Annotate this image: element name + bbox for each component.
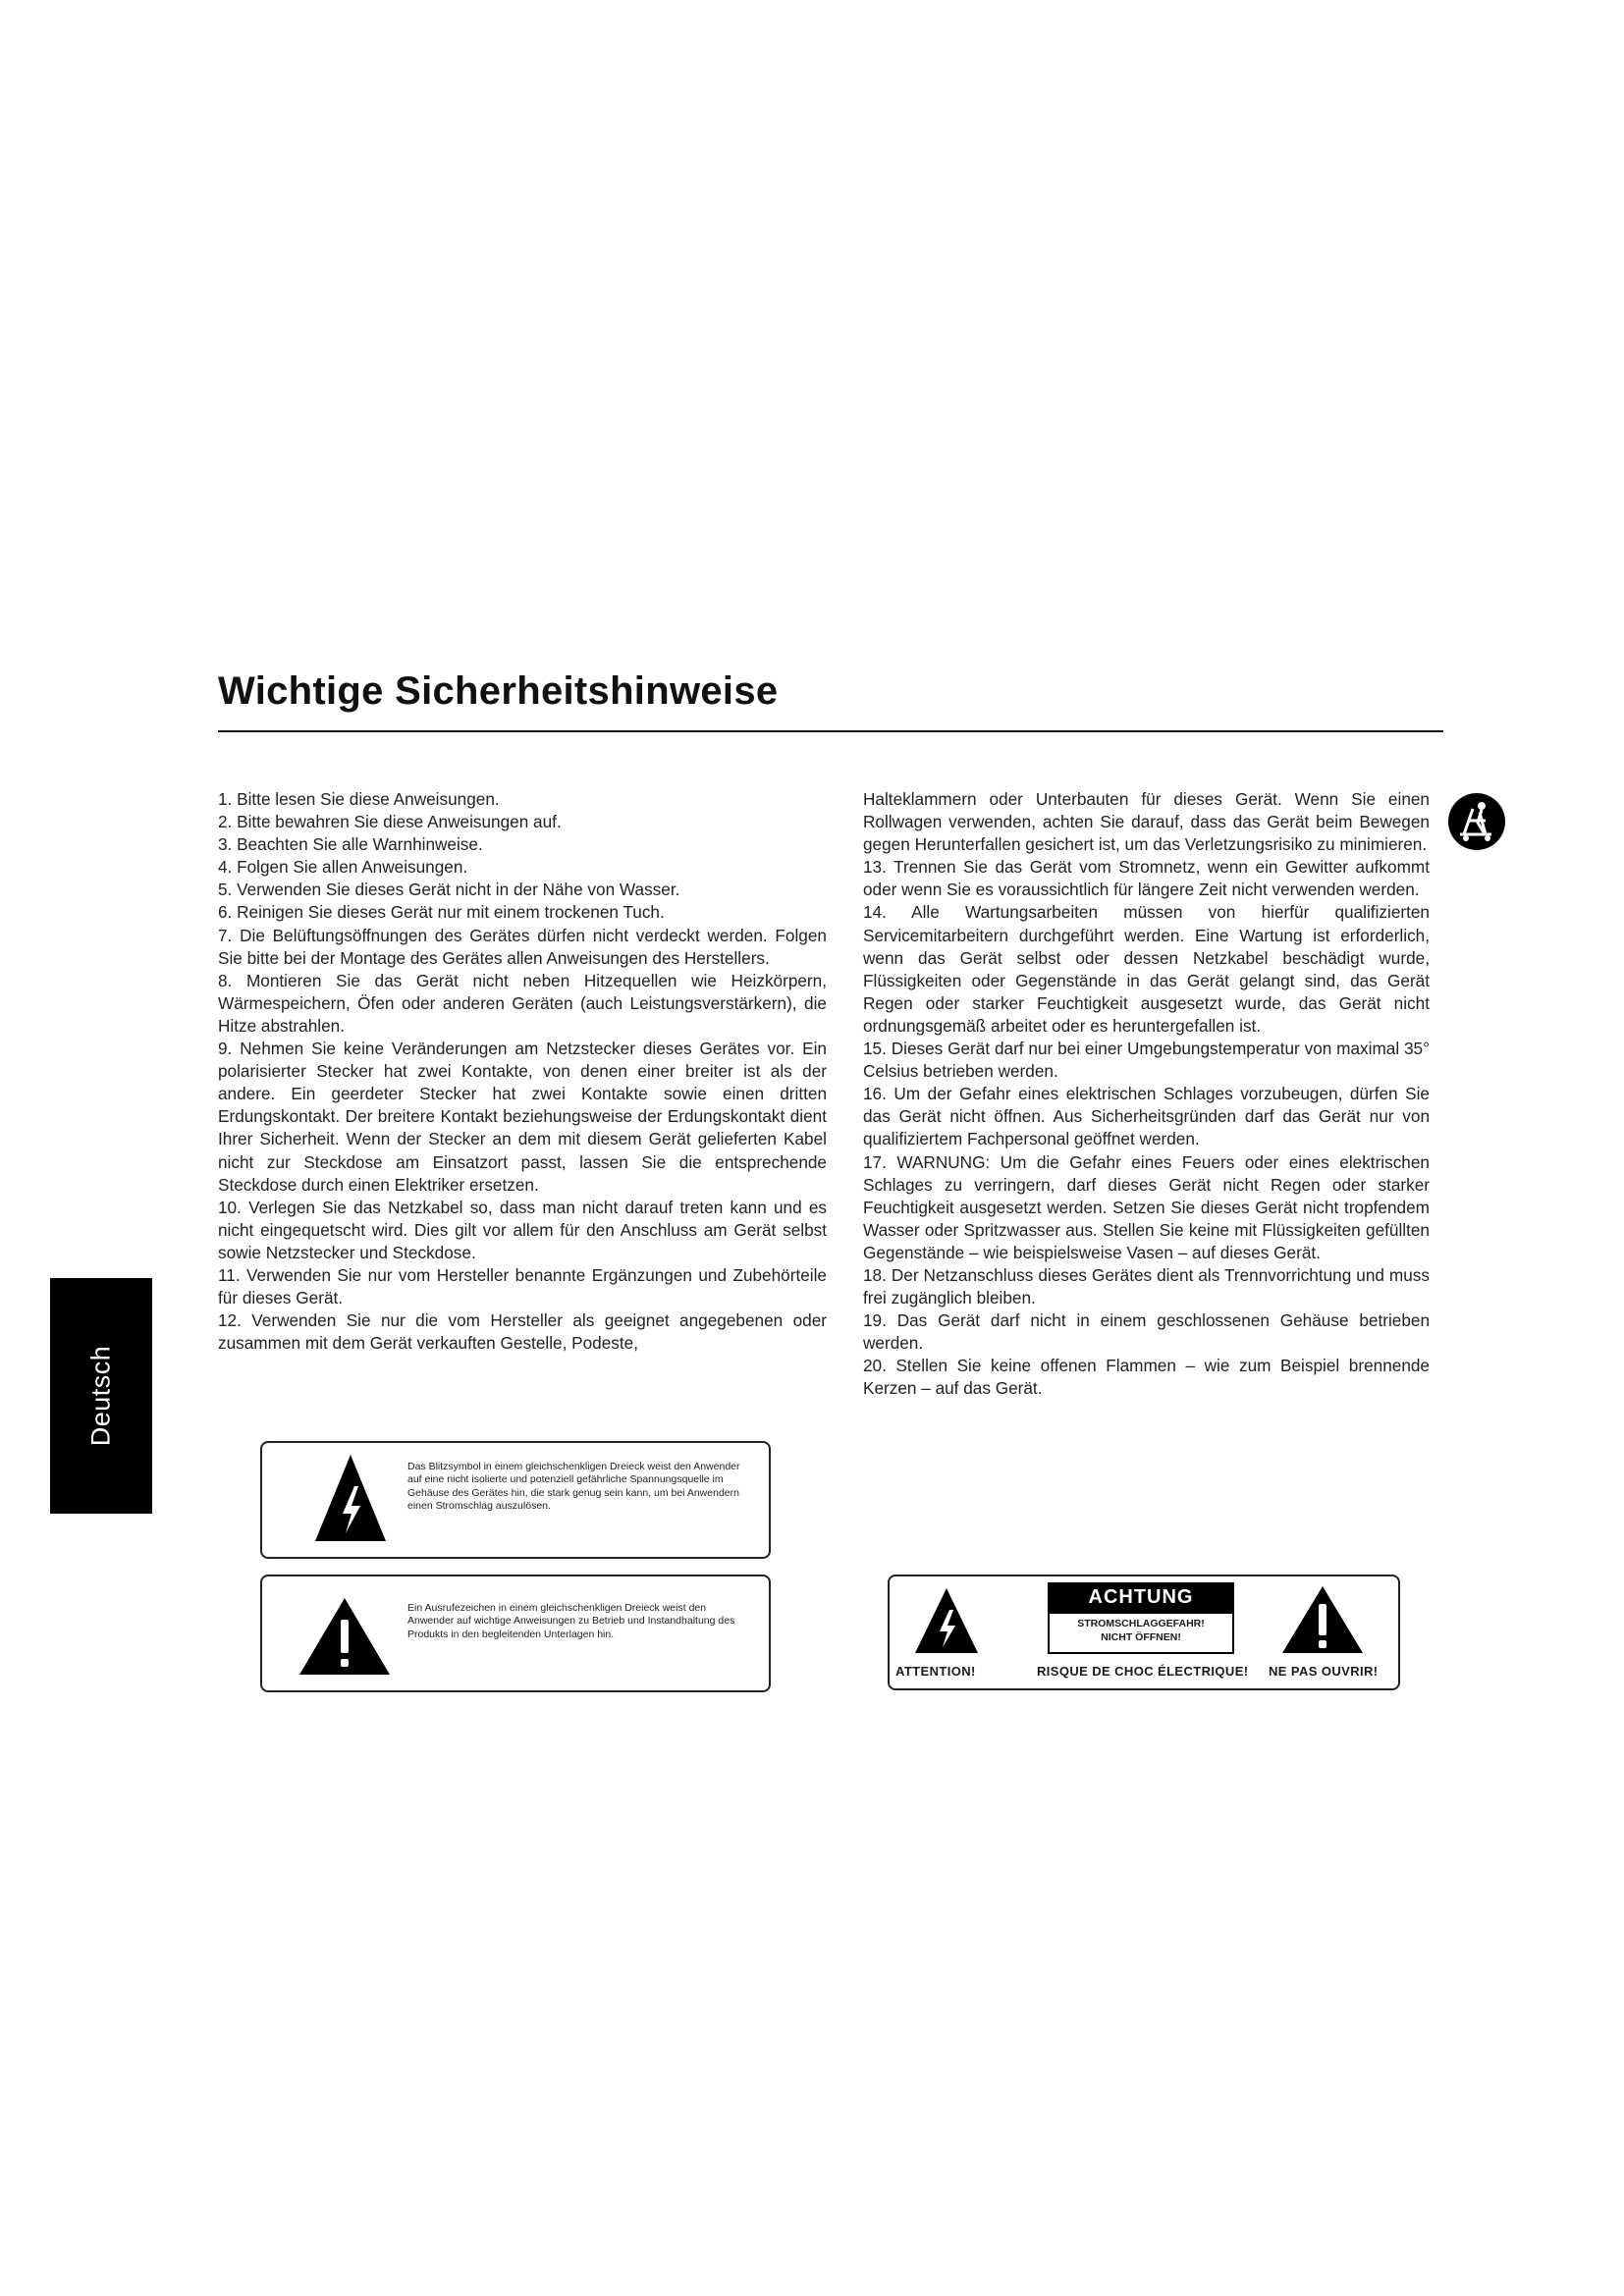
instruction-item: 2. Bitte bewahren Sie diese Anweisungen auf. — [218, 812, 562, 832]
instruction-item: 5. Verwenden Sie dieses Gerät nicht in der Nähe von Wasser. — [218, 880, 680, 900]
instruction-item: 12. Verwenden Sie nur die vom Hersteller als geeignet angegebenen oder zusammen mit dem Gerät verkauften Gestelle, Podeste, — [218, 1310, 827, 1354]
instruction-item: 16. Um der Gefahr eines elektrischen Schlages vorzubeugen, dürfen Sie das Gerät nicht öffnen. Aus Sicherheitsgründen darf das Gerät nur von qualifiziertem Fachpersonal geöffnet werden. — [863, 1084, 1430, 1149]
caution-strip-middle: RISQUE DE CHOC ÉLECTRIQUE! — [1037, 1664, 1249, 1679]
caution-strip-left: ATTENTION! — [895, 1664, 976, 1679]
instruction-item: Halteklammern oder Unterbauten für dieses Gerät. Wenn Sie einen Rollwagen verwenden, achten Sie darauf, dass das Gerät beim Bewegen gegen Herunterfallen gesichert ist, um das Verletzungsrisiko zu minimieren. — [863, 789, 1430, 855]
lightning-warning-text: Das Blitzsymbol in einem gleichschenkligen Dreieck weist den Anwender auf eine nicht isolierte und potenziell gefährliche Spannungsquelle im Gehäuse des Gerätes hin, die stark genug sein kann, um bei Anwendern einen Stromschlag auszulösen. — [407, 1461, 740, 1512]
instruction-item: 9. Nehmen Sie keine Veränderungen am Netzstecker dieses Gerätes vor. Ein polarisierter Stecker hat zwei Kontakte, von denen einer breiter ist als der andere. Ein geerdeter Stecker hat zwei Kontakte sowie einen dritten Erdungskontakt. Der breitere Kontakt beziehungsweise der Erdungskontakt dient Ihrer Sicherheit. Wenn der Stecker an dem mit diesem Gerät gelieferten Kabel nicht zur Steckdose am Einsatzort passt, lassen Sie die entsprechende Steckdose durch einen Elektriker ersetzen. — [218, 1039, 827, 1195]
cart-tip-over-icon — [1446, 791, 1507, 857]
exclamation-warning-text: Ein Ausrufezeichen in einem gleichschenkligen Dreieck weist den Anwender auf wichtige Anweisungen zu Betrieb und Instandhaltung des Produkts in den begleitenden Unterlagen hin. — [407, 1602, 735, 1640]
instruction-item: 7. Die Belüftungsöffnungen des Gerätes dürfen nicht verdeckt werden. Folgen Sie bitte bei der Montage des Gerätes allen Anweisungen des Herstellers. — [218, 925, 827, 968]
exclamation-warning-box — [260, 1575, 771, 1692]
language-side-tab — [50, 1278, 152, 1514]
instruction-item: 20. Stellen Sie keine offenen Flammen – wie zum Beispiel brennende Kerzen – auf das Gerät. — [863, 1356, 1430, 1399]
instruction-item: 11. Verwenden Sie nur vom Hersteller benannte Ergänzungen und Zubehörteile für dieses Gerät. — [218, 1264, 827, 1308]
caution-sub-line: NICHT ÖFFNEN! — [1101, 1631, 1181, 1643]
instruction-item: 19. Das Gerät darf nicht in einem geschlossenen Gehäuse betrieben werden. — [863, 1310, 1430, 1354]
caution-heading: ACHTUNG — [1048, 1582, 1234, 1612]
instruction-item: 13. Trennen Sie das Gerät vom Stromnetz, wenn ein Gewitter aufkommt oder wenn Sie es voraussichtlich für längere Zeit nicht verwenden werden. — [863, 857, 1430, 900]
lightning-triangle-icon — [913, 1586, 980, 1655]
caution-sub-line: STROMSCHLAGGEFAHR! — [1077, 1618, 1205, 1629]
lightning-warning-box — [260, 1441, 771, 1559]
exclamation-triangle-icon — [298, 1596, 392, 1677]
instruction-item: 4. Folgen Sie allen Anweisungen. — [218, 857, 468, 878]
side-tab-label: Deutsch — [85, 1345, 116, 1447]
caution-subtext — [1048, 1612, 1234, 1654]
title-rule — [218, 730, 1443, 732]
instruction-item: 18. Der Netzanschluss dieses Gerätes dient als Trennvorrichtung und muss frei zugänglich bleiben. — [863, 1264, 1430, 1308]
instruction-item: 17. WARNUNG: Um die Gefahr eines Feuers oder eines elektrischen Schlages zu verringern, darf dieses Gerät nicht Regen oder starker Feuchtigkeit ausgesetzt werden. Setzen Sie dieses Gerät nicht tropfendem Wasser oder Spritzwasser aus. Stellen Sie keine mit Flüssigkeiten gefüllten Gegenstände – wie beispielsweise Vasen – auf dieses Gerät. — [863, 1151, 1430, 1262]
instruction-item: 8. Montieren Sie das Gerät nicht neben Hitzequellen wie Heizkörpern, Wärmespeichern, Öfen oder anderen Geräten (auch Leistungsverstärkern), die Hitze abstrahlen. — [218, 970, 827, 1036]
page-title: Wichtige Sicherheitshinweise — [218, 669, 779, 713]
instruction-item: 6. Reinigen Sie dieses Gerät nur mit einem trockenen Tuch. — [218, 902, 665, 923]
lightning-triangle-icon — [313, 1453, 388, 1543]
caution-strip-right: NE PAS OUVRIR! — [1269, 1664, 1379, 1679]
caution-label-box — [888, 1575, 1400, 1690]
instructions-left-column — [218, 788, 827, 1355]
instruction-item: 1. Bitte lesen Sie diese Anweisungen. — [218, 789, 500, 809]
instruction-item: 10. Verlegen Sie das Netzkabel so, dass man nicht darauf treten kann und es nicht eingequetscht wird. Dies gilt vor allem für den Anschluss am Gerät selbst sowie Netzstecker und Steckdose. — [218, 1197, 827, 1262]
instruction-item: 3. Beachten Sie alle Warnhinweise. — [218, 834, 483, 855]
instructions-right-column — [863, 788, 1430, 1401]
instruction-item: 14. Alle Wartungsarbeiten müssen von hierfür qualifizierten Servicemitarbeitern durchgeführt werden. Eine Wartung ist erforderlich, wenn das Gerät selbst oder dessen Netzkabel beschädigt wurde, Flüssigkeiten oder Gegenstände in das Gerät gelangt sind, das Gerät Regen oder starker Feuchtigkeit ausgesetzt wurde, das Gerät nicht ordnungsgemäß arbeitet oder es heruntergefallen ist. — [863, 902, 1430, 1036]
instruction-item: 15. Dieses Gerät darf nur bei einer Umgebungstemperatur von maximal 35° Celsius betrieben werden. — [863, 1039, 1430, 1082]
exclamation-triangle-icon — [1280, 1584, 1365, 1655]
